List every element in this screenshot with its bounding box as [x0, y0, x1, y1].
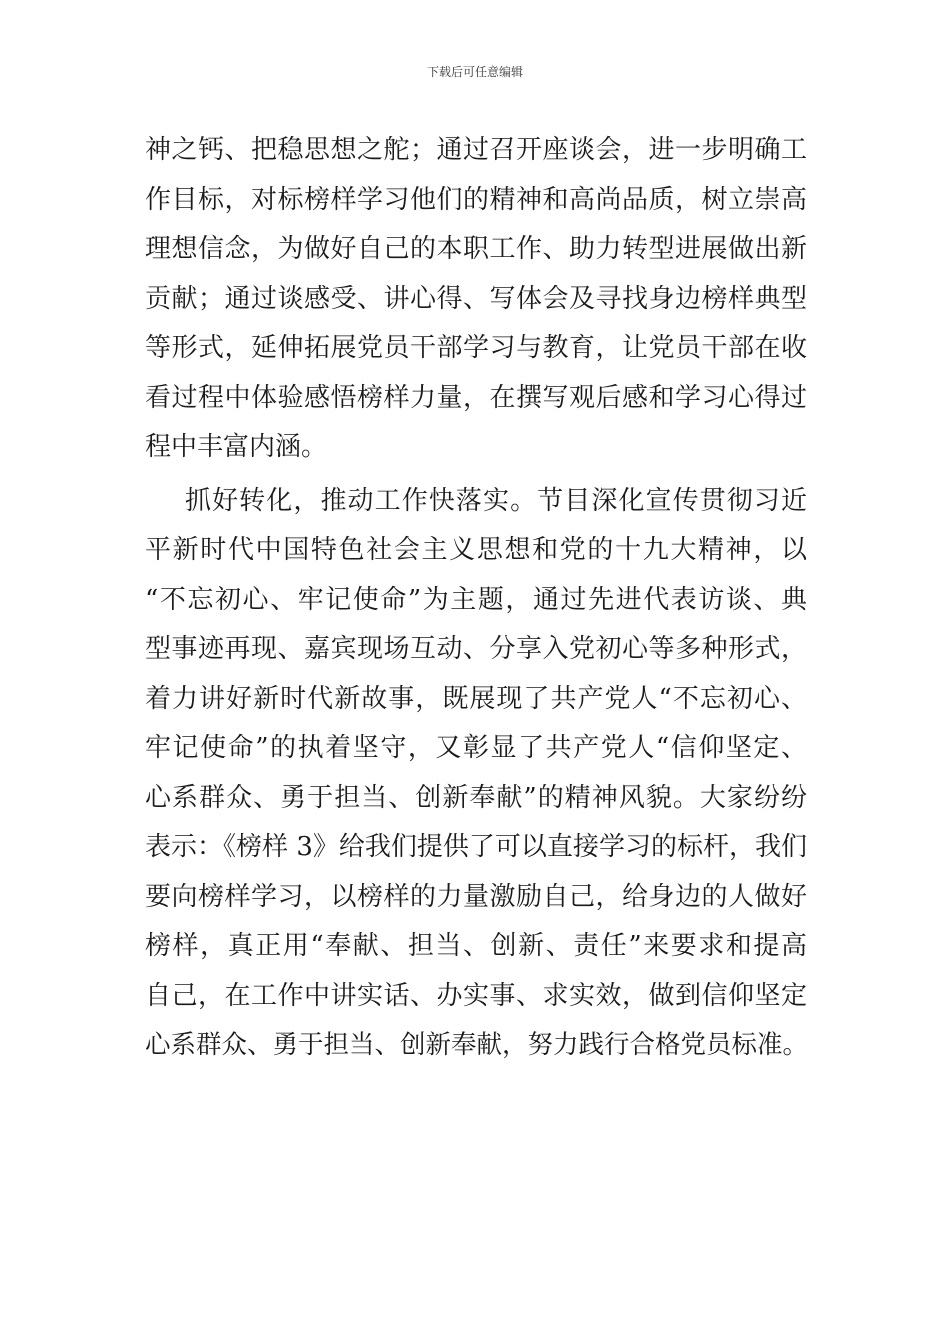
- text-line: 表示：《榜样 3》给我们提供了可以直接学习的标杆，我们: [145, 832, 807, 862]
- text-line: 自己，在工作中讲实话、办实事、求实效，做到信仰坚定: [145, 980, 807, 1011]
- text-line: 心系群众、勇于担当、创新奉献，努力践行合格党员标准。: [145, 1030, 809, 1060]
- text-line: 榜样，真正用“奉献、担当、创新、责任”来要求和提高: [145, 931, 807, 961]
- page-header: 下载后可任意编辑: [426, 65, 523, 79]
- text-line: 牢记使命”的执着坚守，又彰显了共产党人“信仰坚定、: [145, 733, 807, 763]
- text-line: 平新时代中国特色社会主义思想和党的十九大精神，以: [145, 535, 807, 565]
- text-line: 要向榜样学习，以榜样的力量激励自己，给身边的人做好: [145, 881, 807, 912]
- text-line: 等形式，延伸拓展党员干部学习与教育，让党员干部在收: [145, 333, 807, 363]
- text-line: 神之钙、把稳思想之舵；通过召开座谈会，进一步明确工: [145, 135, 807, 165]
- text-line: 贡献；通过谈感受、讲心得、写体会及寻找身边榜样典型: [145, 283, 807, 314]
- paragraph-1: [145, 126, 807, 473]
- text-line: 理想信念，为做好自己的本职工作、助力转型进展做出新: [145, 234, 807, 264]
- text-line: 作目标，对标榜样学习他们的精神和高尚品质，树立崇高: [145, 184, 807, 215]
- text-line: “不忘初心、牢记使命”为主题，通过先进代表访谈、典: [145, 584, 807, 615]
- text-line: 看过程中体验感悟榜样力量，在撰写观后感和学习心得过: [145, 382, 807, 413]
- text-line: 心系群众、勇于担当、创新奉献”的精神风貌。大家纷纷: [145, 782, 807, 813]
- document-body: [145, 126, 807, 1071]
- text-line: 着力讲好新时代新故事，既展现了共产党人“不忘初心、: [145, 683, 807, 714]
- paragraph-2: [145, 477, 807, 1071]
- text-line: 型事迹再现、嘉宾现场互动、分享入党初心等多种形式，: [145, 634, 807, 664]
- text-line: 程中丰富内涵。: [145, 432, 328, 462]
- text-line: 抓好转化，推动工作快落实。节目深化宣传贯彻习近: [185, 485, 807, 516]
